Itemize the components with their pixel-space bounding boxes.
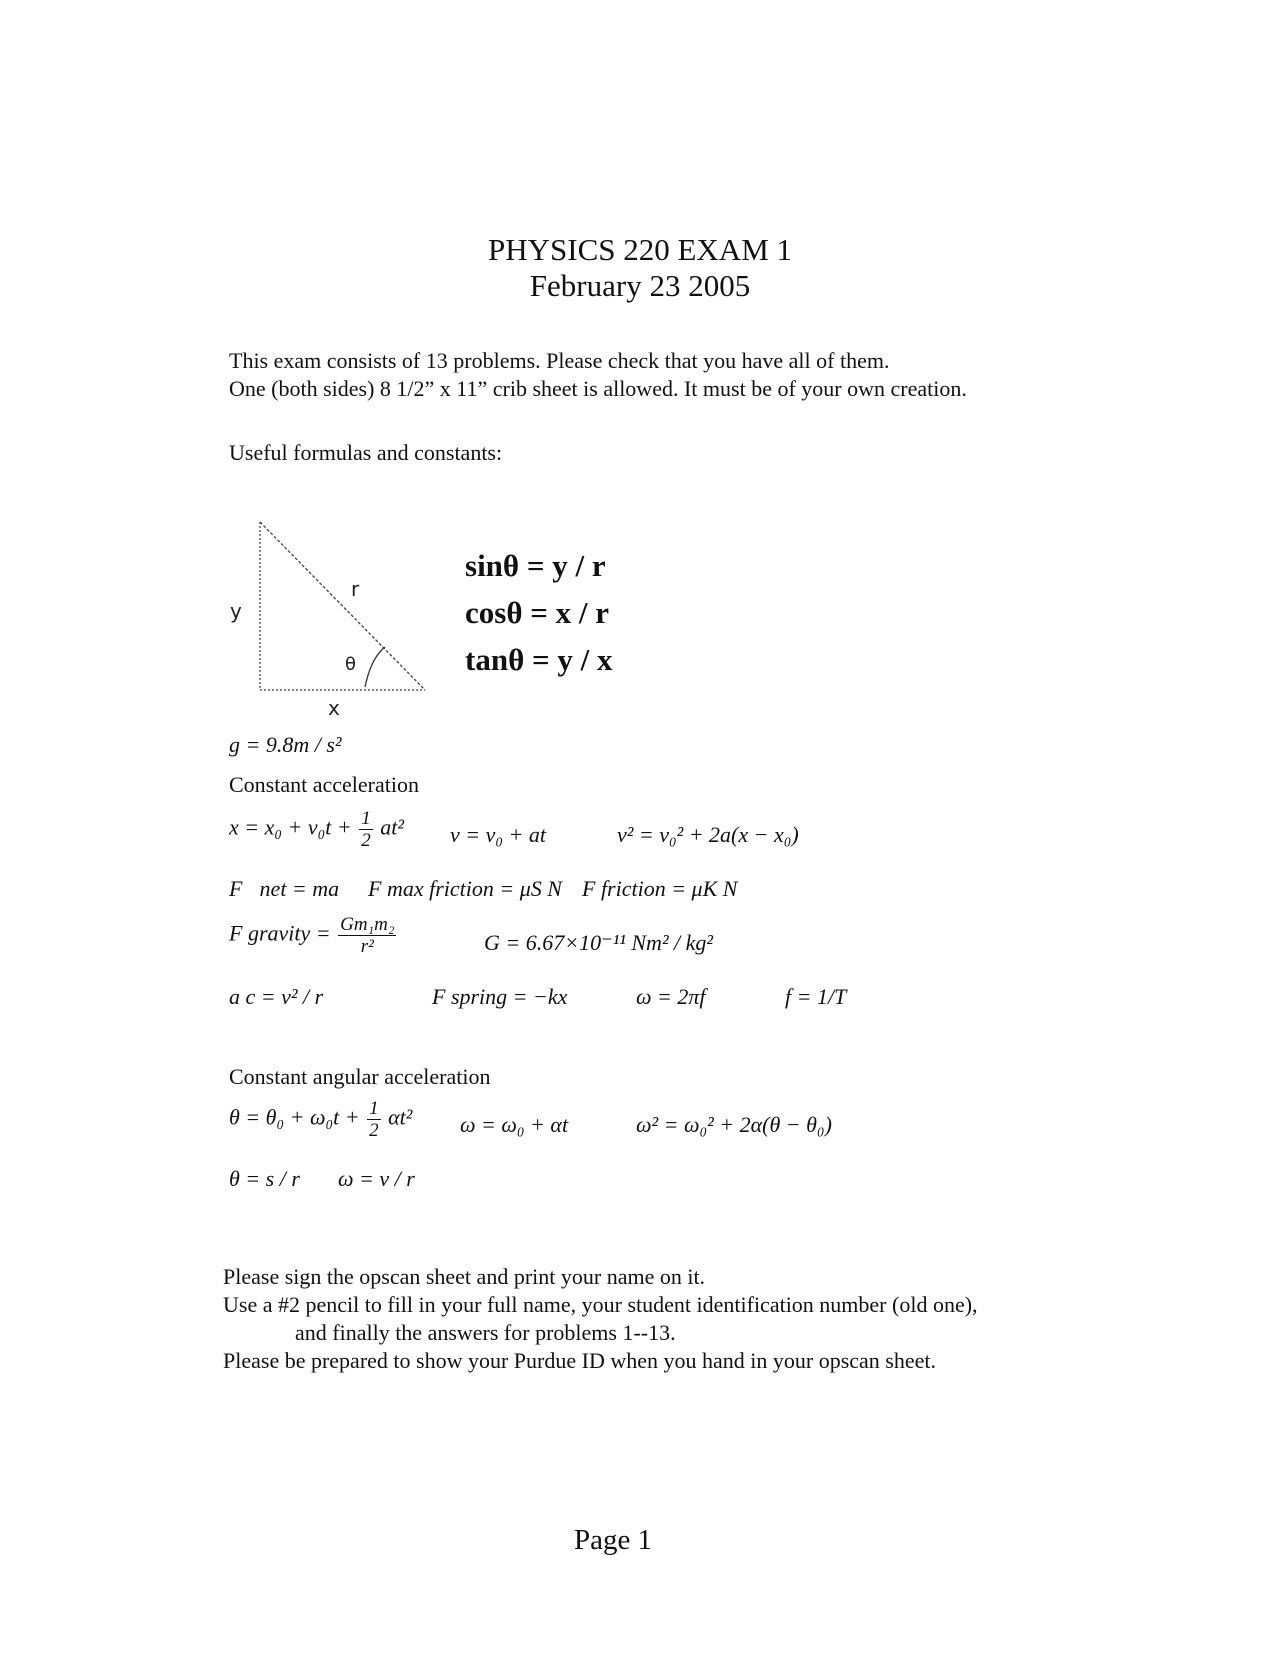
triangle-hypotenuse bbox=[260, 522, 425, 690]
instruction-line-1: Please sign the opscan sheet and print your name on it. bbox=[223, 1264, 706, 1289]
instruction-line-3: and finally the answers for problems 1--13. bbox=[295, 1320, 676, 1345]
instruction-line-4: Please be prepared to show your Purdue ID when you hand in your opscan sheet. bbox=[223, 1348, 936, 1373]
triangle-label-theta: θ bbox=[345, 654, 357, 675]
intro-line-1: This exam consists of 13 problems. Please check that you have all of them. bbox=[229, 348, 890, 373]
instruction-line-2: Use a #2 pencil to fill in your full name, your student identification number (old one), bbox=[223, 1292, 978, 1317]
cos-identity: cosθ = x / r bbox=[465, 595, 610, 630]
constant-acceleration-heading: Constant acceleration bbox=[229, 772, 419, 797]
triangle-label-r: r bbox=[351, 577, 360, 601]
sin-identity: sinθ = y / r bbox=[465, 548, 606, 583]
kinetic-friction-equation: F friction = μK N bbox=[582, 876, 738, 901]
angular-position-equation: θ = θ₀ + ω₀t + $\frac{1}{2}$ αt² bbox=[229, 1098, 413, 1141]
spring-force-equation: F spring = −kx bbox=[432, 984, 568, 1009]
frequency-period-equation: f = 1/T bbox=[785, 984, 847, 1009]
position-equation: x = x₀ + v₀t + $\frac{1}{2}$ at² bbox=[229, 808, 404, 851]
arc-length-equation: θ = s / r bbox=[229, 1166, 300, 1191]
newton-second-law: F⃗net = ma⃗ bbox=[229, 876, 357, 901]
intro-line-2: One (both sides) 8 1/2” x 11” crib sheet is allowed. It must be of your own creation. bbox=[229, 376, 967, 401]
angular-velocity-squared-equation: ω² = ω₀² + 2α(θ − θ₀) bbox=[636, 1112, 832, 1137]
tan-identity: tanθ = y / x bbox=[465, 642, 613, 677]
exam-title: PHYSICS 220 EXAM 1 bbox=[487, 232, 793, 267]
centripetal-acceleration: a c = v² / r bbox=[229, 984, 324, 1009]
right-triangle-diagram bbox=[225, 510, 435, 720]
triangle-label-y: y bbox=[230, 599, 242, 623]
gravitational-constant: G = 6.67×10⁻¹¹ Nm² / kg² bbox=[484, 930, 714, 955]
gravity-force-equation: F gravity = $\frac{\text{Gm₁m₂}}{\text{r²}}$ bbox=[229, 914, 395, 957]
gravity-constant: g = 9.8m / s² bbox=[229, 732, 342, 757]
tangential-velocity-equation: ω = v / r bbox=[338, 1166, 415, 1191]
angle-arc bbox=[365, 647, 385, 687]
angular-acceleration-heading: Constant angular acceleration bbox=[229, 1064, 491, 1089]
velocity-equation: v = v₀ + at bbox=[450, 822, 546, 847]
angular-frequency-equation: ω = 2πf bbox=[636, 984, 706, 1009]
exam-date: February 23 2005 bbox=[529, 268, 751, 303]
useful-heading: Useful formulas and constants: bbox=[229, 440, 503, 465]
triangle-label-x: x bbox=[328, 696, 340, 720]
velocity-squared-equation: v² = v₀² + 2a(x − x₀) bbox=[617, 822, 799, 847]
page-number: Page 1 bbox=[573, 1524, 653, 1556]
static-friction-equation: F max friction = μS N bbox=[368, 876, 562, 901]
angular-velocity-equation: ω = ω₀ + αt bbox=[460, 1112, 569, 1137]
